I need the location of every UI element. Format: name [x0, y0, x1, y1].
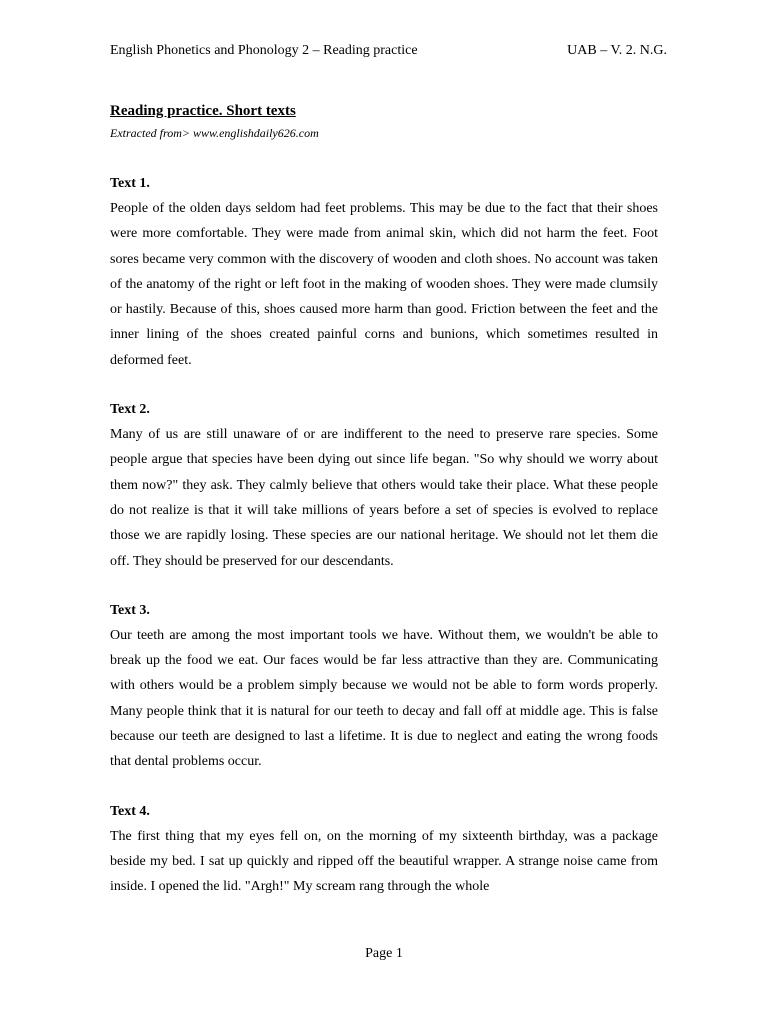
text-section-3: [110, 598, 658, 775]
section-body: Our teeth are among the most important tools we have. Without them, we wouldn't be able to break up the food we eat. Our faces would be far less attractive than they are. Communicating with others would be a problem simply because we would not be able to form words properly. Many people think that it is natural for our teeth to decay and fall off at middle age. This is false because our teeth are designed to last a lifetime. It is due to neglect and eating the wrong foods that dental problems occur.: [110, 627, 658, 770]
section-heading: Text 2.: [110, 402, 150, 418]
page-number: Page 1: [365, 946, 403, 961]
page-footer: [0, 945, 768, 963]
text-section-1: [110, 171, 658, 373]
page-content: [110, 100, 658, 900]
document-title: Reading practice. Short texts: [110, 103, 296, 119]
header-course-title: English Phonetics and Phonology 2 – Reading practice: [110, 43, 418, 58]
section-heading: Text 3.: [110, 602, 150, 618]
section-heading: Text 1.: [110, 176, 150, 191]
header-author-code: UAB – V. 2. N.G.: [567, 43, 667, 58]
section-heading: Text 4.: [110, 803, 150, 819]
page-header: [110, 42, 667, 60]
document-source: Extracted from> www.englishdaily626.com: [110, 126, 319, 140]
section-body: Many of us are still unaware of or are indifferent to the need to preserve rare species. Some people argue that species have been dying out since life began. "So why should we worry about them now?" they ask. They calmly believe that others would take their place. What these people do not realize is that it will take millions of years before a set of species is evolved to replace those we are rapidly losing. These species are our national heritage. We should not let them die off. They should be preserved for our descendants.: [110, 427, 658, 569]
section-body: People of the olden days seldom had feet problems. This may be due to the fact that their shoes were more comfortable. They were made from animal skin, which did not harm the feet. Foot sores became very common with the discovery of wooden and cloth shoes. No account was taken of the anatomy of the right or left foot in the making of wooden shoes. They were made clumsily or hastily. Because of this, shoes caused more harm than good. Friction between the feet and the inner lining of the shoes created painful corns and bunions, which sometimes resulted in deformed feet.: [110, 201, 658, 368]
text-section-4: [110, 799, 658, 900]
text-section-2: [110, 397, 658, 574]
section-body: The first thing that my eyes fell on, on the morning of my sixteenth birthday, was a package beside my bed. I sat up quickly and ripped off the beautiful wrapper. A strange noise came from inside. I opened the lid. "Argh!" My scream rang through the whole: [110, 828, 658, 895]
